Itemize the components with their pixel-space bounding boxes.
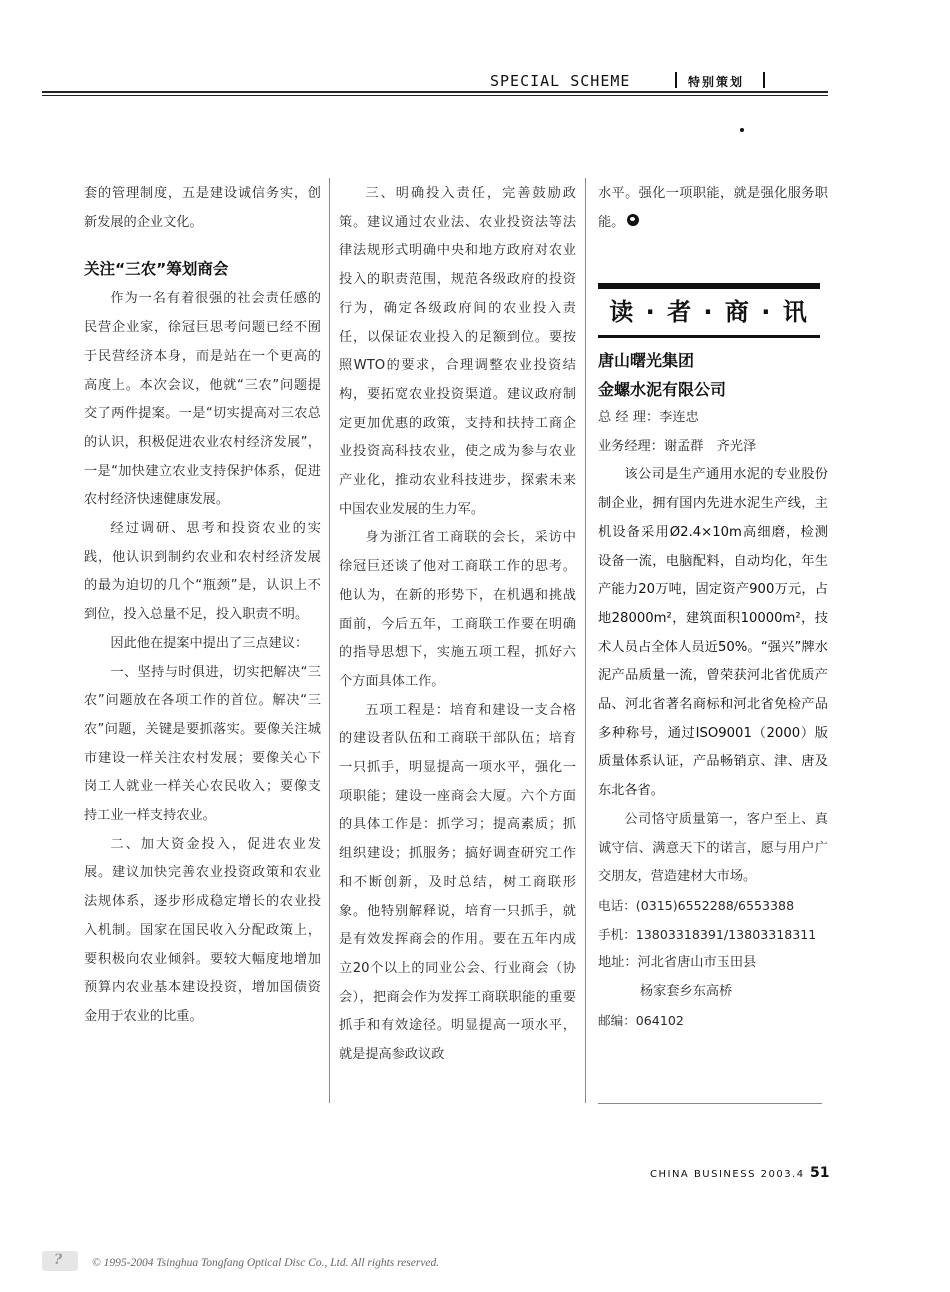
column-divider [585,178,586,1103]
paragraph: 二、加大资金投入，促进农业发展。建议加快完善农业投资政策和农业法规体系，逐步形成稳定增长的农业投入机制。国家在国民收入分配政策上，要积极向农业倾斜。要较大幅度地增加预算内农业基本建设投资，增加国债资金用于农业的比重。 [84,836,321,1024]
section-header-en: SPECIAL SCHEME [490,72,631,90]
general-manager: 总 经 理：李连忠 [598,410,699,425]
column-divider [329,178,330,1103]
company-name-line1: 唐山曙光集团 [598,351,695,370]
paragraph: 经过调研、思考和投资农业的实践，他认识到制约农业和农村经济发展的最为迫切的几个“瓶颈”是，认识上不到位，投入总量不足，投入职责不明。 [84,521,321,623]
reader-notice-title: 读 · 者 · 商 · 讯 [609,298,809,326]
paragraph: 因此他在提案中提出了三点建议： [110,635,309,651]
page-number: 51 [810,1165,830,1181]
contact-phone: 电话：(0315)6552288/6553388 [598,897,795,913]
section-header-cn: 特别策划 [688,75,745,89]
company-name-line2: 金螺水泥有限公司 [598,380,727,399]
article-column-3 [598,180,828,237]
header-divider [763,72,765,88]
contact-mobile: 手机：13803318391/13803318311 [598,926,817,942]
copyright-notice: © 1995-2004 Tsinghua Tongfang Optical Disc Co., Ltd. All rights reserved. [92,1257,440,1269]
business-managers: 业务经理：谢孟群 齐光泽 [598,438,757,454]
decorative-dot [740,128,744,132]
reader-notice-header [598,283,820,338]
company-description: 该公司是生产通用水泥的专业股份制企业，拥有国内先进水泥生产线，主机设备采用Ø2.4×10m高细磨，检测设备一流，电脑配料，自动均化，年生产能力20万吨，固定资产900万元，占地28000m²，建筑面积10000m²，技术人员占全体人员近50%。“强兴”牌水泥产品质量一流，曾荣获河北省优质产品、河北省著名商标和河北省免检产品多种称号，通过ISO9001（2000）版质量体系认证，产品畅销京、津、唐及东北各省。 [598,467,828,799]
paragraph: 身为浙江省工商联的会长，采访中徐冠巨还谈了他对工商联工作的思考。他认为，在新的形势下，在机遇和挑战面前，今后五年，工商联工作要在明确的指导思想下，实施五项工程，抓好六个方面具体工作。 [339,530,576,689]
notice-bottom-rule [598,1103,822,1104]
journal-issue: CHINA BUSINESS 2003.4 [650,1169,805,1180]
header-rule-thick [42,91,828,93]
paragraph [598,180,828,237]
publisher-logo-icon: ? [42,1251,78,1271]
end-of-article-icon [627,214,639,226]
paragraph: 五项工程是：培育和建设一支合格的建设者队伍和工商联干部队伍；培育一只抓手，明显提高一项水平，强化一项职能；建设一座商会大厦。六个方面的具体工作是：抓学习；提高素质；抓组织建设；抓服务；搞好调查研究工作和不断创新，及时总结，树工商联形象。他特别解释说，培育一只抓手，就是有效发挥商会的作用。要在五年内成立20个以上的同业公会、行业商会（协会），把商会作为发挥工商联职能的重要抓手和有效途径。明显提高一项水平，就是提高参政议政 [339,702,576,1063]
paragraph: 一、坚持与时俱进，切实把解决“三农”问题放在各项工作的首位。解决“三农”问题，关键是要抓落实。要像关注城市建设一样关注农村发展；要像关心下岗工人就业一样关心农民收入；要像支持工业一样支持农业。 [84,664,321,824]
paragraph: 作为一名有着很强的社会责任感的民营企业家，徐冠巨思考问题已经不囿于民营经济本身，而是站在一个更高的高度上。本次会议，他就“三农”问题提交了两件提案。一是“切实提高对三农总的认识，积极促进农业农村经济发展”，一是“加快建立农业支持保护体系，促进农村经济快速健康发展。 [84,291,321,508]
reader-notice-bottom-bar [598,335,820,338]
article-column-1 [84,180,321,1032]
article-column-2 [339,180,576,1070]
contact-postcode: 邮编：064102 [598,1012,684,1028]
paragraph: 三、明确投入责任，完善鼓励政策。建议通过农业法、农业投资法等法律法规形式明确中央和地方政府对农业投入的职责范围，规范各级政府的投资行为，确定各级政府间的农业投入责任，以保证农业投入的足额到位。要按照WTO的要求，合理调整农业投资结构，要拓宽农业投资渠道。建议政府制定更加优惠的政策，支持和扶持工商企业投资高科技农业，使之成为参与农业产业化，推动农业科技进步，探索未来中国农业发展的生力军。 [339,186,576,517]
header-rule-thin [42,95,828,96]
paragraph-text: 水平。强化一项职能，就是强化服务职能。 [598,186,828,230]
reader-notice-body [598,346,828,1035]
paragraph: 套的管理制度，五是建设诚信务实，创新发展的企业文化。 [84,186,321,230]
company-pledge: 公司恪守质量第一，客户至上、真诚守信、满意天下的诺言，愿与用户广交朋友，营造建材大市场。 [598,811,828,885]
header-divider [675,72,677,88]
contact-address: 地址：河北省唐山市玉田县 [598,955,757,971]
contact-address-cont: 杨家套乡东高桥 [640,984,733,1000]
section-heading: 关注“三农”筹划商会 [84,260,229,279]
